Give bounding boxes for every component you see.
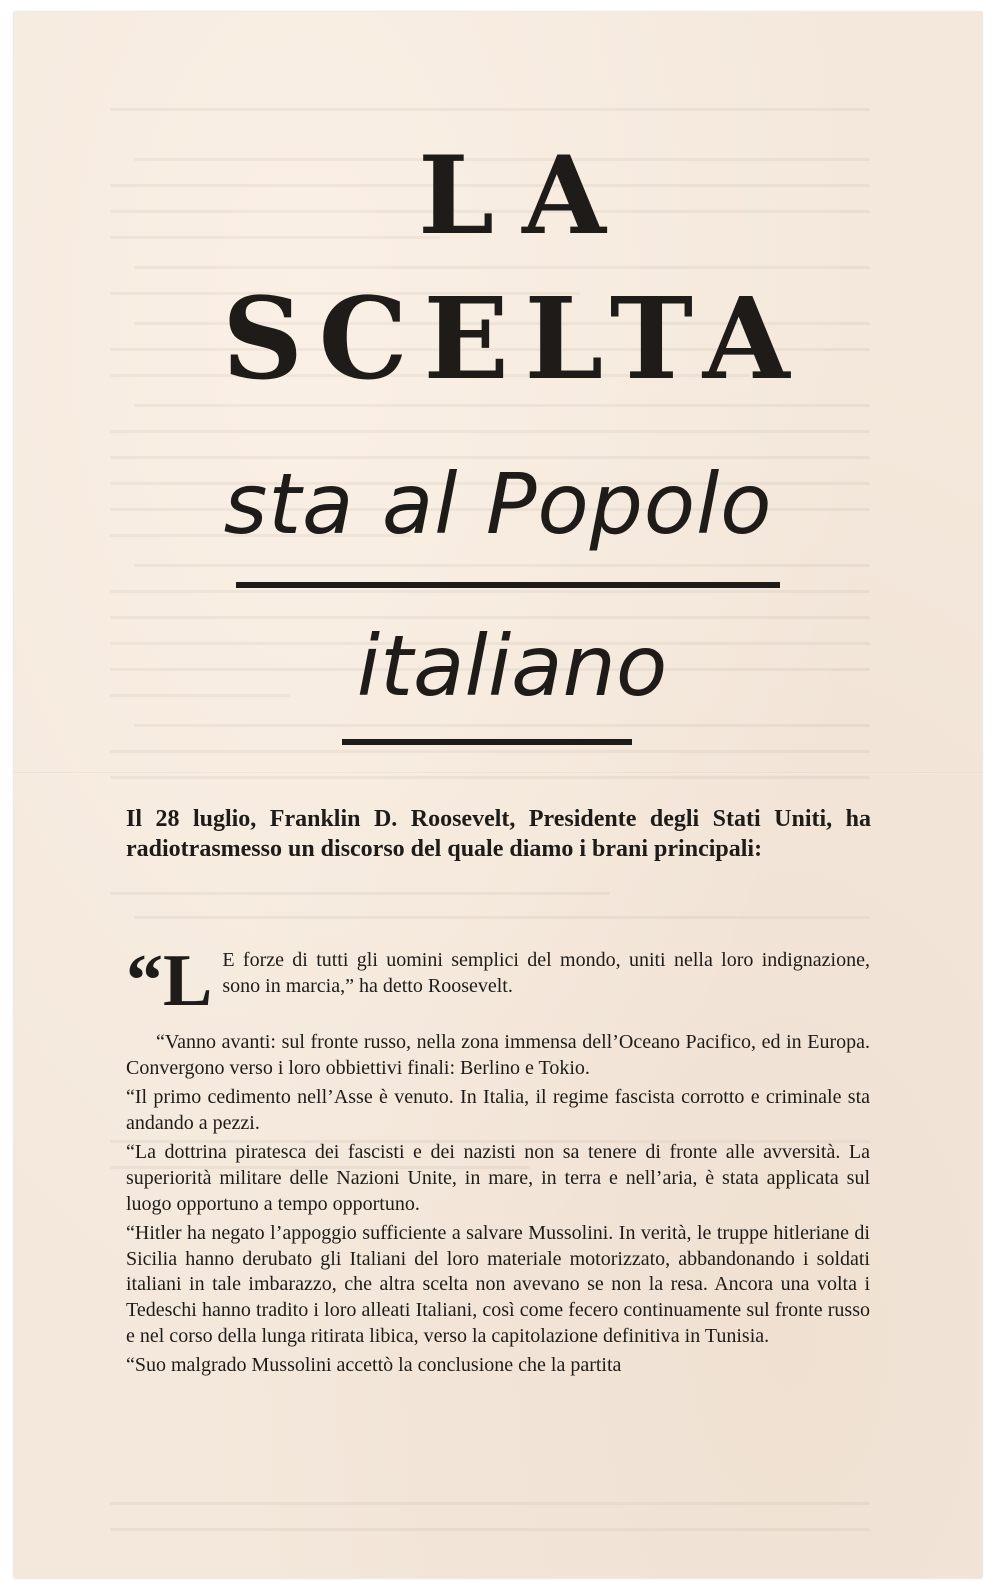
headline-rule-short <box>342 739 632 745</box>
paragraph-5: “Hitler ha negato l’appoggio sufficiente a salvare Mussolini. In verità, le truppe hitleriane di Sicilia hanno derubato gli Italiani del loro materiale motorizzato, abbandonando i soldati italiani in tale imbarazzo, che altra scelta non avevano se non la resa. Ancora una volta i Tedeschi hanno tradito i loro alleati Italiani, così come fecero continuamente sul fronte russo e nel corso della lunga ritirata libica, verso la capitolazione definitiva in Tunisia. <box>126 1222 870 1347</box>
headline-line-1: LA <box>418 133 635 259</box>
paragraph-6: “Suo malgrado Mussolini accettò la conclusione che la partita <box>126 1354 622 1377</box>
drop-cap <box>126 940 213 1022</box>
paragraph-1 <box>126 940 870 1026</box>
intro-paragraph: Il 28 luglio, Franklin D. Roosevelt, Presidente degli Stati Uniti, ha radiotrasmesso un discorso del quale diamo i brani principali: <box>126 806 871 862</box>
drop-cap-letter: L <box>163 940 213 1022</box>
fold-crease <box>14 772 982 774</box>
headline-line-2: SCELTA <box>222 274 806 405</box>
subheadline-line-2: italiano <box>356 617 668 715</box>
speech-excerpt <box>126 940 870 1383</box>
drop-cap-quote: “ <box>126 940 163 1022</box>
paragraph-2: “Vanno avanti: sul fronte russo, nella zona immensa dell’Oceano Pacifico, ed in Europa. Convergono verso i loro obbiettivi finali: Berlino e Tokio. <box>126 1031 870 1079</box>
paragraph-3: “Il primo cedimento nell’Asse è venuto. In Italia, il regime fascista corrotto e criminale sta andando a pezzi. <box>126 1086 870 1134</box>
subheadline-line-1: sta al Popolo <box>223 455 773 553</box>
paragraph-1-text: E forze di tutti gli uomini semplici del mondo, uniti nella loro indignazione, sono in marcia,” ha detto Roosevelt. <box>222 949 870 997</box>
paragraph-4: “La dottrina piratesca dei fascisti e dei nazisti non sa tenere di fronte alle avversità. La superiorità militare delle Nazioni Unite, in mare, in terra e nell’aria, è stata applicata sul luogo opportuno a tempo opportuno. <box>126 1141 870 1215</box>
leaflet-page <box>14 12 982 1578</box>
headline-rule-long <box>236 582 780 588</box>
